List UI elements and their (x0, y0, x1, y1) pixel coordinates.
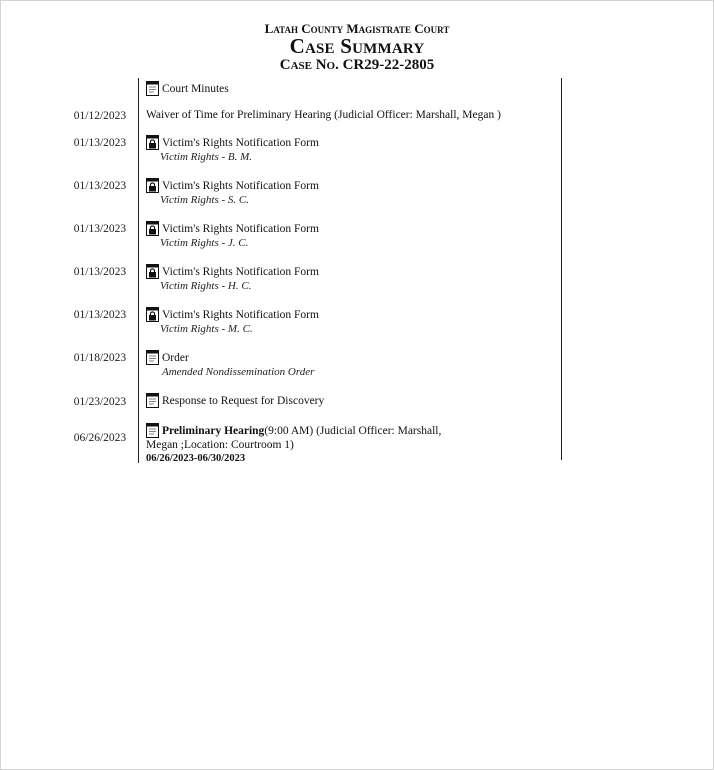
list-item (146, 307, 556, 336)
entry-subtitle: Victim Rights - M. C. (160, 323, 253, 335)
entry-label[interactable]: Court Minutes (162, 83, 229, 95)
page-title: Case Summary (289, 34, 425, 58)
locked-document-icon[interactable] (146, 135, 159, 150)
entry-date: 01/13/2023 (73, 180, 127, 192)
entry-label[interactable]: Victim's Rights Notification Form (162, 266, 319, 278)
right-divider (561, 78, 562, 460)
locked-document-icon[interactable] (146, 264, 159, 279)
entry-date: 01/12/2023 (73, 110, 127, 122)
entry-label-continued: Megan ;Location: Courtroom 1) (146, 439, 294, 451)
court-name: Latah County Magistrate Court (264, 21, 450, 36)
entry-date: 01/13/2023 (73, 223, 127, 235)
entry-label[interactable]: Victim's Rights Notification Form (162, 180, 319, 192)
entry-date: 01/13/2023 (73, 266, 127, 278)
entry-date: 01/18/2023 (73, 352, 127, 364)
entry-date: 01/13/2023 (73, 137, 127, 149)
list-item (146, 393, 556, 408)
pdf-document-icon[interactable] (146, 423, 159, 438)
list-item (146, 221, 556, 250)
left-divider (138, 78, 139, 463)
entry-label[interactable]: Victim's Rights Notification Form (162, 309, 319, 321)
entry-label[interactable]: Preliminary Hearing (162, 425, 265, 437)
locked-document-icon[interactable] (146, 178, 159, 193)
list-item (146, 81, 556, 96)
entry-date: 06/26/2023 (73, 432, 127, 444)
locked-document-icon[interactable] (146, 307, 159, 322)
entry-label: Waiver of Time for Preliminary Hearing (Judicial Officer: Marshall, Megan ) (146, 109, 501, 121)
list-item (146, 178, 556, 207)
list-item (146, 108, 556, 122)
entry-label[interactable]: Victim's Rights Notification Form (162, 137, 319, 149)
list-item (146, 423, 556, 465)
list-item (146, 135, 556, 164)
entry-subtitle: Victim Rights - J. C. (160, 237, 249, 249)
list-item (146, 264, 556, 293)
locked-document-icon[interactable] (146, 221, 159, 236)
entry-label[interactable]: Victim's Rights Notification Form (162, 223, 319, 235)
pdf-document-icon[interactable] (146, 81, 159, 96)
entry-subtitle: Victim Rights - S. C. (160, 194, 250, 206)
entry-subtitle: Amended Nondissemination Order (162, 366, 315, 378)
entry-label-detail: (9:00 AM) (Judicial Officer: Marshall, (264, 425, 442, 437)
entry-label[interactable]: Response to Request for Discovery (162, 395, 325, 407)
entry-subtitle: Victim Rights - B. M. (160, 151, 253, 163)
pdf-document-icon[interactable] (146, 350, 159, 365)
entry-date: 01/23/2023 (73, 396, 127, 408)
hearing-date-range: 06/26/2023-06/30/2023 (146, 453, 246, 464)
entry-label[interactable]: Order (162, 352, 189, 364)
entry-date: 01/13/2023 (73, 309, 127, 321)
pdf-document-icon[interactable] (146, 393, 159, 408)
case-number: Case No. CR29-22-2805 (279, 57, 435, 73)
list-item (146, 350, 556, 379)
entry-subtitle: Victim Rights - H. C. (160, 280, 252, 292)
